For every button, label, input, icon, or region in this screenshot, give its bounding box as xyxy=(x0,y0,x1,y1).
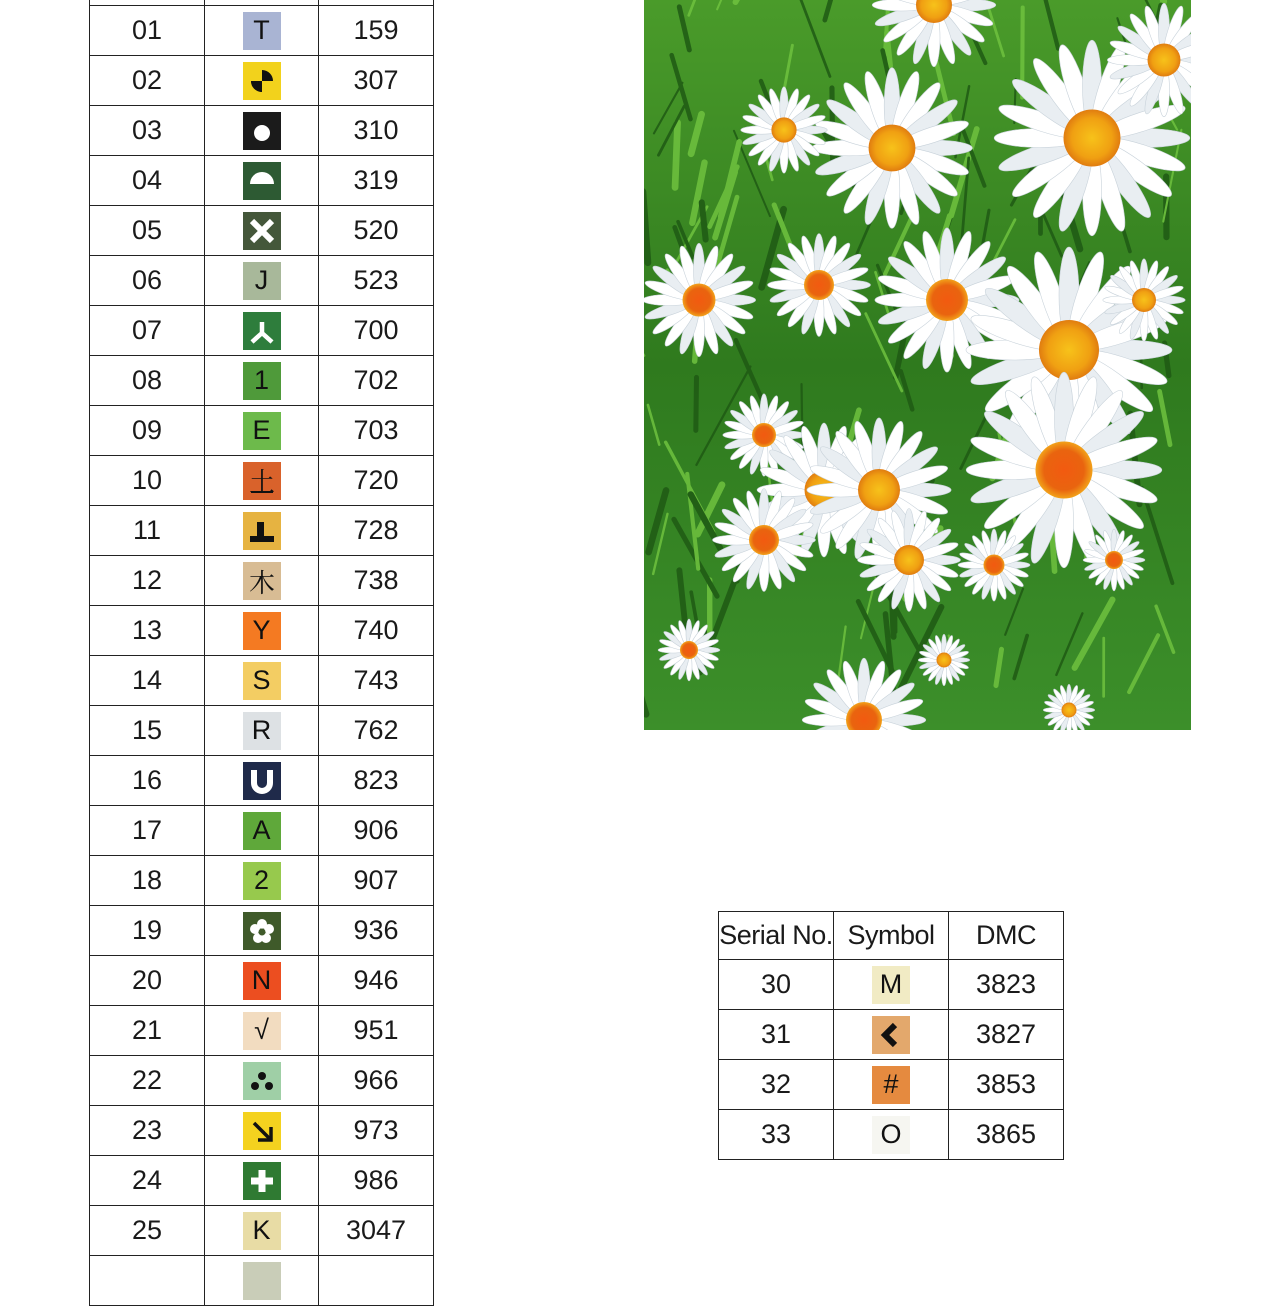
table-row xyxy=(90,106,434,156)
table-row xyxy=(90,606,434,656)
table-row xyxy=(90,156,434,206)
serial-no-cell: 03 xyxy=(90,106,205,156)
serial-no-cell: 20 xyxy=(90,956,205,1006)
table-row xyxy=(90,456,434,506)
symbol-swatch: J xyxy=(243,262,281,300)
serial-no-cell: 02 xyxy=(90,56,205,106)
dmc-code-cell: 523 xyxy=(319,256,434,306)
serial-no-cell: 06 xyxy=(90,256,205,306)
color-legend-table-secondary xyxy=(718,911,1064,1160)
symbol-cell xyxy=(205,806,319,856)
symbol-swatch: M xyxy=(872,966,910,1004)
table-row xyxy=(719,1060,1064,1110)
serial-no-cell: 31 xyxy=(719,1010,834,1060)
symbol-swatch xyxy=(243,1262,281,1300)
symbol-cell xyxy=(205,706,319,756)
symbol-cell xyxy=(205,856,319,906)
symbol-cell xyxy=(205,1006,319,1056)
symbol-swatch: O xyxy=(872,1116,910,1154)
symbol-cell xyxy=(205,1056,319,1106)
table-row xyxy=(90,206,434,256)
serial-no-cell: 23 xyxy=(90,1106,205,1156)
symbol-cell xyxy=(205,556,319,606)
symbol-cell xyxy=(205,756,319,806)
symbol-cell xyxy=(205,356,319,406)
table-row xyxy=(90,256,434,306)
dmc-code-cell: 973 xyxy=(319,1106,434,1156)
symbol-swatch: 1 xyxy=(243,362,281,400)
symbol-swatch: K xyxy=(243,1212,281,1250)
serial-no-cell: 08 xyxy=(90,356,205,406)
serial-no-cell: 13 xyxy=(90,606,205,656)
dmc-code-cell: 738 xyxy=(319,556,434,606)
dot-icon xyxy=(243,112,281,150)
dmc-code-cell: 3827 xyxy=(949,1010,1064,1060)
dmc-code-cell: 703 xyxy=(319,406,434,456)
symbol-swatch: √ xyxy=(243,1012,281,1050)
header-dmc: DMC xyxy=(949,912,1064,960)
dmc-code-cell: 762 xyxy=(319,706,434,756)
dmc-code-cell: 3853 xyxy=(949,1060,1064,1110)
dmc-code-cell: 986 xyxy=(319,1156,434,1206)
serial-no-cell: 18 xyxy=(90,856,205,906)
table-row xyxy=(90,556,434,606)
symbol-cell xyxy=(205,156,319,206)
serial-no-cell: 01 xyxy=(90,6,205,56)
serial-no-cell: 24 xyxy=(90,1156,205,1206)
table-row xyxy=(90,1156,434,1206)
t-base-icon xyxy=(243,512,281,550)
chevron-left-icon xyxy=(872,1016,910,1054)
dmc-code-cell: 3047 xyxy=(319,1206,434,1256)
legend-header-row xyxy=(719,912,1064,960)
symbol-swatch: Y xyxy=(243,612,281,650)
symbol-cell xyxy=(205,456,319,506)
dmc-code-cell: 936 xyxy=(319,906,434,956)
svg-text:土: 土 xyxy=(248,467,275,498)
header-serial-no: Serial No. xyxy=(719,912,834,960)
half-circle-icon xyxy=(243,162,281,200)
dmc-code-cell: 907 xyxy=(319,856,434,906)
dmc-code-cell: 946 xyxy=(319,956,434,1006)
tri-branch-icon xyxy=(243,312,281,350)
serial-no-cell: 11 xyxy=(90,506,205,556)
dmc-code-cell: 520 xyxy=(319,206,434,256)
arrow-down-right-icon xyxy=(243,1112,281,1150)
table-row xyxy=(90,756,434,806)
table-row xyxy=(90,306,434,356)
table-row xyxy=(90,906,434,956)
main-table-body xyxy=(90,0,434,1306)
dmc-code-cell: 743 xyxy=(319,656,434,706)
symbol-cell xyxy=(834,1110,949,1160)
serial-no-cell: 16 xyxy=(90,756,205,806)
serial-no-cell xyxy=(90,1256,205,1306)
dmc-code-cell: 740 xyxy=(319,606,434,656)
daisy-photo-illustration xyxy=(644,0,1191,730)
header-symbol: Symbol xyxy=(834,912,949,960)
table-row xyxy=(90,656,434,706)
anchor-glyph-icon xyxy=(243,462,281,500)
u-shape-icon xyxy=(243,762,281,800)
symbol-cell xyxy=(205,206,319,256)
symbol-swatch: T xyxy=(243,12,281,50)
table-row xyxy=(90,1256,434,1306)
symbol-swatch: A xyxy=(243,812,281,850)
flower-icon xyxy=(243,912,281,950)
table-row xyxy=(90,356,434,406)
symbol-cell xyxy=(205,306,319,356)
serial-no-cell: 30 xyxy=(719,960,834,1010)
symbol-cell xyxy=(205,956,319,1006)
symbol-cell xyxy=(205,506,319,556)
symbol-swatch: N xyxy=(243,962,281,1000)
table-row xyxy=(90,706,434,756)
symbol-cell xyxy=(205,1206,319,1256)
symbol-swatch: # xyxy=(872,1066,910,1104)
dmc-code-cell: 159 xyxy=(319,6,434,56)
table-row xyxy=(719,1010,1064,1060)
serial-no-cell: 12 xyxy=(90,556,205,606)
dmc-code-cell: 310 xyxy=(319,106,434,156)
serial-no-cell: 25 xyxy=(90,1206,205,1256)
legend-table-body xyxy=(719,960,1064,1160)
color-legend-table-main xyxy=(89,0,434,1306)
quadrant-icon xyxy=(243,62,281,100)
serial-no-cell: 10 xyxy=(90,456,205,506)
table-row xyxy=(90,956,434,1006)
serial-no-cell: 19 xyxy=(90,906,205,956)
table-row xyxy=(90,56,434,106)
dmc-code-cell: 823 xyxy=(319,756,434,806)
symbol-cell xyxy=(834,1060,949,1110)
serial-no-cell: 32 xyxy=(719,1060,834,1110)
serial-no-cell: 07 xyxy=(90,306,205,356)
serial-no-cell: 05 xyxy=(90,206,205,256)
symbol-cell xyxy=(205,906,319,956)
serial-no-cell: 22 xyxy=(90,1056,205,1106)
table-row xyxy=(90,506,434,556)
symbol-swatch: E xyxy=(243,412,281,450)
dmc-code-cell xyxy=(319,1256,434,1306)
serial-no-cell: 04 xyxy=(90,156,205,206)
symbol-cell xyxy=(205,1106,319,1156)
table-row xyxy=(90,1206,434,1256)
daisy-field-photo xyxy=(644,0,1191,730)
plus-icon xyxy=(243,1162,281,1200)
symbol-cell xyxy=(205,656,319,706)
serial-no-cell: 15 xyxy=(90,706,205,756)
symbol-cell xyxy=(205,6,319,56)
table-row xyxy=(90,806,434,856)
cross-icon xyxy=(243,212,281,250)
dmc-code-cell: 3823 xyxy=(949,960,1064,1010)
three-dots-icon xyxy=(243,1062,281,1100)
table-row xyxy=(719,960,1064,1010)
dmc-code-cell: 702 xyxy=(319,356,434,406)
dmc-code-cell: 307 xyxy=(319,56,434,106)
table-row xyxy=(90,406,434,456)
dmc-code-cell: 319 xyxy=(319,156,434,206)
dmc-code-cell: 700 xyxy=(319,306,434,356)
serial-no-cell: 21 xyxy=(90,1006,205,1056)
symbol-swatch: 2 xyxy=(243,862,281,900)
symbol-cell xyxy=(205,106,319,156)
dmc-code-cell: 728 xyxy=(319,506,434,556)
symbol-cell xyxy=(205,1256,319,1306)
symbol-cell xyxy=(834,960,949,1010)
table-row xyxy=(90,1056,434,1106)
svg-text:木: 木 xyxy=(248,568,275,599)
dmc-code-cell: 720 xyxy=(319,456,434,506)
symbol-cell xyxy=(205,256,319,306)
dmc-code-cell: 966 xyxy=(319,1056,434,1106)
serial-no-cell: 17 xyxy=(90,806,205,856)
symbol-cell xyxy=(834,1010,949,1060)
serial-no-cell: 33 xyxy=(719,1110,834,1160)
symbol-cell xyxy=(205,606,319,656)
table-row xyxy=(90,1006,434,1056)
table-row xyxy=(90,856,434,906)
symbol-cell xyxy=(205,406,319,456)
dmc-code-cell: 951 xyxy=(319,1006,434,1056)
serial-no-cell: 14 xyxy=(90,656,205,706)
symbol-cell xyxy=(205,56,319,106)
table-row xyxy=(90,6,434,56)
dmc-code-cell: 3865 xyxy=(949,1110,1064,1160)
table-row xyxy=(90,1106,434,1156)
tree-glyph-icon xyxy=(243,562,281,600)
symbol-swatch: S xyxy=(243,662,281,700)
symbol-swatch: R xyxy=(243,712,281,750)
dmc-code-cell: 906 xyxy=(319,806,434,856)
serial-no-cell: 09 xyxy=(90,406,205,456)
symbol-cell xyxy=(205,1156,319,1206)
table-row xyxy=(719,1110,1064,1160)
